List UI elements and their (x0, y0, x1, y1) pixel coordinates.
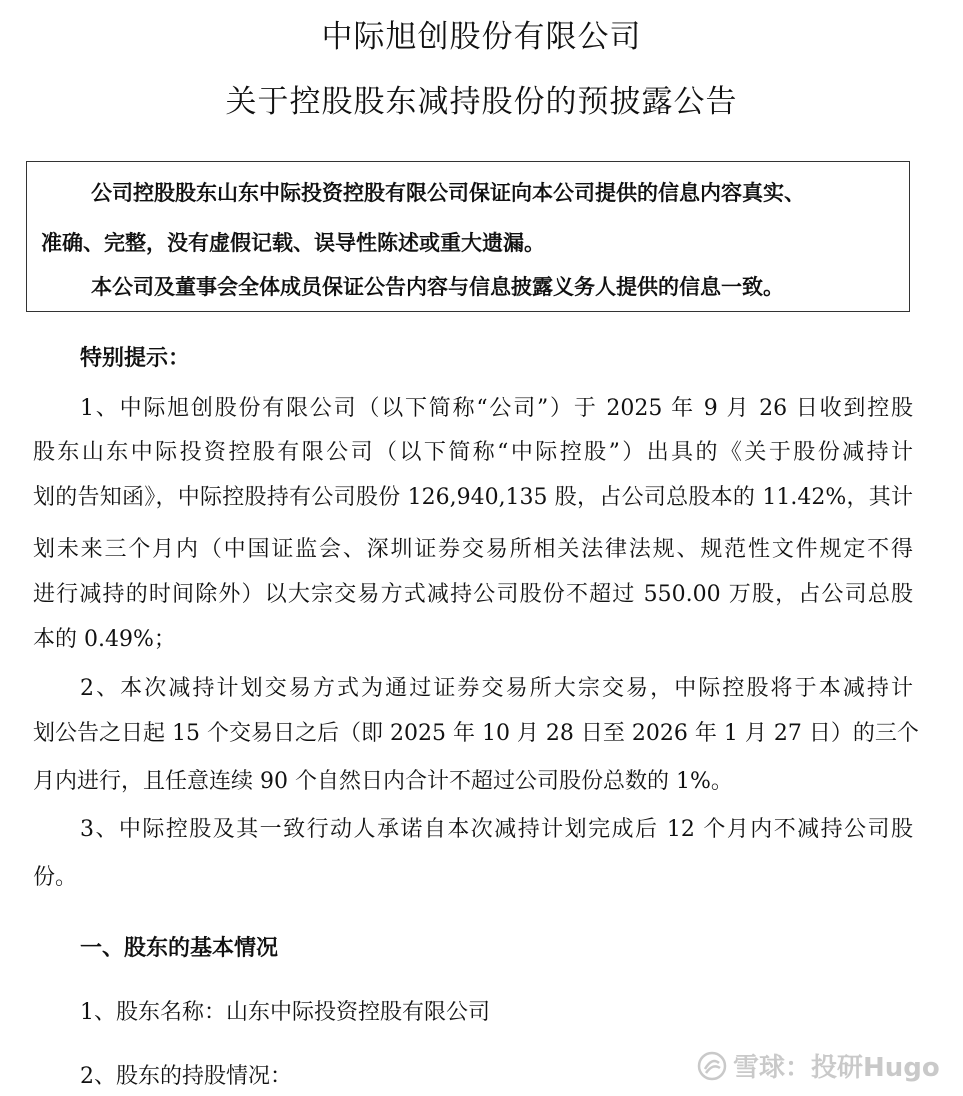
announcement-title: 关于控股股东减持股份的预披露公告 (225, 84, 738, 120)
paragraph-line: 划未来三个月内（中国证监会、深圳证券交易所相关法律法规、规范性文件规定不得 (33, 537, 913, 562)
paragraph-line: 2、本次减持计划交易方式为通过证券交易所大宗交易，中际控股将于本减持计 (80, 676, 913, 701)
disclaimer-line: 公司控股股东山东中际投资控股有限公司保证向本公司提供的信息内容真实、 (91, 181, 805, 205)
disclaimer-line: 准确、完整，没有虚假记载、误导性陈述或重大遗漏。 (41, 231, 545, 255)
section-one-heading: 一、股东的基本情况 (80, 936, 279, 961)
shareholding-item: 2、股东的持股情况： (80, 1064, 292, 1089)
paragraph-line: 划公告之日起 15 个交易日之后（即 2025 年 10 月 28 日至 2026 年 1 月 27 日）的三个 (33, 721, 919, 746)
paragraph-line: 3、中际控股及其一致行动人承诺自本次减持计划完成后 12 个月内不减持公司股 (80, 817, 913, 842)
paragraph-line: 1、中际旭创股份有限公司（以下简称“公司”）于 2025 年 9 月 26 日收到控股 (80, 396, 913, 421)
paragraph-line: 股东山东中际投资控股有限公司（以下简称“中际控股”）出具的《关于股份减持计 (33, 440, 913, 465)
company-name: 中际旭创股份有限公司 (321, 19, 642, 55)
paragraph-line: 划的告知函》，中际控股持有公司股份 126,940,135 股，占公司总股本的 11.42%，其计 (33, 485, 913, 510)
disclaimer-line: 本公司及董事会全体成员保证公告内容与信息披露义务人提供的信息一致。 (91, 275, 784, 299)
paragraph-line: 月内进行，且任意连续 90 个自然日内合计不超过公司股份总数的 1%。 (33, 769, 733, 794)
special-notice-heading: 特别提示： (80, 346, 191, 371)
paragraph-line: 进行减持的时间除外）以大宗交易方式减持公司股份不超过 550.00 万股，占公司总股 (33, 582, 913, 607)
snowball-logo-icon (697, 1051, 727, 1081)
shareholder-name-item: 1、股东名称：山东中际投资控股有限公司 (80, 1000, 490, 1025)
watermark-text: 雪球：投研Hugo (733, 1053, 940, 1083)
watermark (697, 1047, 940, 1084)
disclaimer-box (26, 161, 910, 312)
paragraph-line: 份。 (33, 865, 78, 890)
paragraph-line: 本的 0.49%； (33, 627, 176, 652)
